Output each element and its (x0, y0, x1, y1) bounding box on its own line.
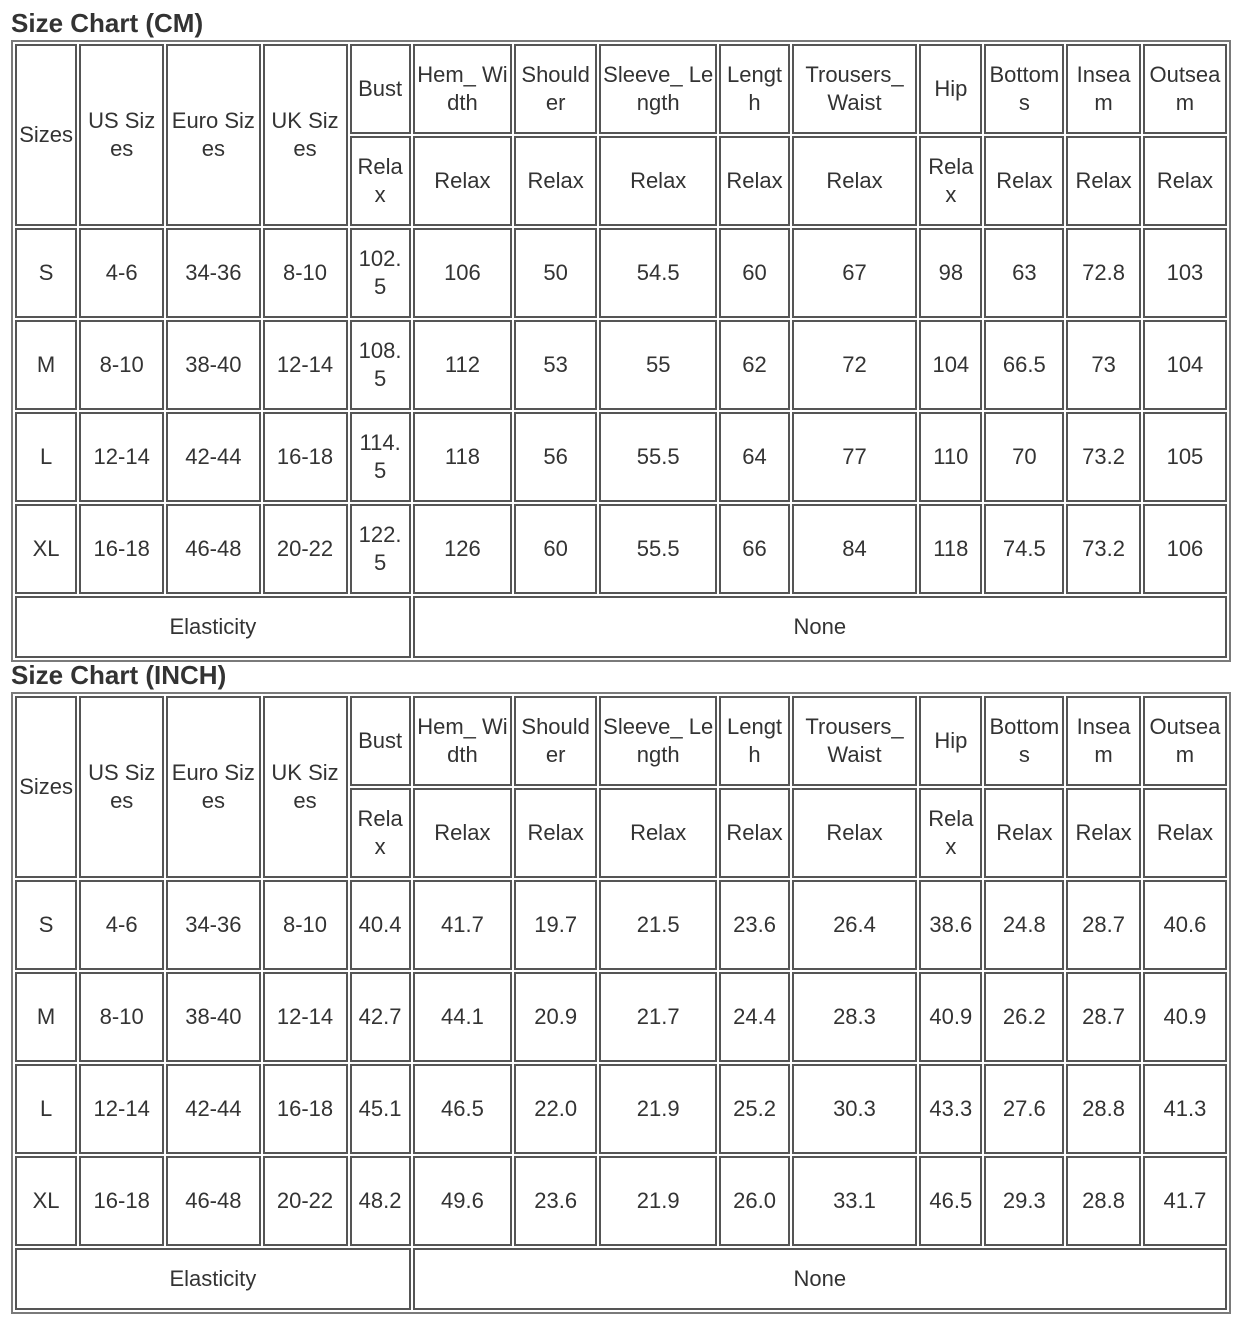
size-cell: S (15, 228, 77, 318)
size-chart-cm-title: Size Chart (CM) (11, 8, 204, 38)
length-cell: 23.6 (719, 880, 789, 970)
header-euro-sizes: Euro Sizes (166, 696, 260, 878)
trousers-waist-cell: 30.3 (792, 1064, 917, 1154)
fit-bottoms: Relax (984, 136, 1064, 226)
header-row (15, 44, 1227, 134)
uk-size-cell: 20-22 (263, 1156, 348, 1246)
euro-size-cell: 46-48 (166, 504, 260, 594)
fit-inseam: Relax (1066, 136, 1141, 226)
inseam-cell: 28.8 (1066, 1064, 1141, 1154)
elasticity-value: None (413, 1248, 1227, 1310)
table-row (15, 412, 1227, 502)
header-hem-width: Hem_ Width (413, 696, 513, 786)
outseam-cell: 40.9 (1143, 972, 1227, 1062)
table-row (15, 1064, 1227, 1154)
us-size-cell: 12-14 (79, 1064, 164, 1154)
bust-cell: 108.5 (350, 320, 411, 410)
bottoms-cell: 24.8 (984, 880, 1064, 970)
fit-hip: Relax (919, 788, 982, 878)
euro-size-cell: 34-36 (166, 880, 260, 970)
us-size-cell: 4-6 (79, 880, 164, 970)
bust-cell: 45.1 (350, 1064, 411, 1154)
length-cell: 26.0 (719, 1156, 789, 1246)
table-row (15, 320, 1227, 410)
size-cell: L (15, 412, 77, 502)
hip-cell: 40.9 (919, 972, 982, 1062)
header-bust: Bust (350, 696, 411, 786)
hem-width-cell: 112 (413, 320, 513, 410)
fit-sleeve-length: Relax (599, 788, 717, 878)
shoulder-cell: 20.9 (514, 972, 597, 1062)
hip-cell: 98 (919, 228, 982, 318)
size-cell: S (15, 880, 77, 970)
fit-length: Relax (719, 788, 789, 878)
uk-size-cell: 8-10 (263, 228, 348, 318)
header-trousers-waist: Trousers_Waist (792, 696, 917, 786)
trousers-waist-cell: 33.1 (792, 1156, 917, 1246)
hem-width-cell: 106 (413, 228, 513, 318)
euro-size-cell: 42-44 (166, 1064, 260, 1154)
size-cell: XL (15, 1156, 77, 1246)
sleeve-length-cell: 55 (599, 320, 717, 410)
bust-cell: 122.5 (350, 504, 411, 594)
hem-width-cell: 126 (413, 504, 513, 594)
trousers-waist-cell: 26.4 (792, 880, 917, 970)
inseam-cell: 28.7 (1066, 972, 1141, 1062)
length-cell: 66 (719, 504, 789, 594)
inseam-cell: 28.8 (1066, 1156, 1141, 1246)
fit-shoulder: Relax (514, 788, 597, 878)
bottoms-cell: 70 (984, 412, 1064, 502)
header-shoulder: Shoulder (514, 44, 597, 134)
bust-cell: 40.4 (350, 880, 411, 970)
table-row (15, 228, 1227, 318)
header-sleeve-length: Sleeve_ Length (599, 696, 717, 786)
size-cell: L (15, 1064, 77, 1154)
hem-width-cell: 41.7 (413, 880, 513, 970)
header-bust: Bust (350, 44, 411, 134)
trousers-waist-cell: 77 (792, 412, 917, 502)
fit-trousers-waist: Relax (792, 788, 917, 878)
table-row (15, 972, 1227, 1062)
uk-size-cell: 12-14 (263, 320, 348, 410)
hem-width-cell: 118 (413, 412, 513, 502)
elasticity-label: Elasticity (15, 1248, 411, 1310)
inseam-cell: 73.2 (1066, 412, 1141, 502)
fit-inseam: Relax (1066, 788, 1141, 878)
fit-hip: Relax (919, 136, 982, 226)
shoulder-cell: 53 (514, 320, 597, 410)
outseam-cell: 104 (1143, 320, 1227, 410)
header-inseam: Inseam (1066, 44, 1141, 134)
fit-hem-width: Relax (413, 788, 513, 878)
outseam-cell: 106 (1143, 504, 1227, 594)
elasticity-row (15, 1248, 1227, 1310)
us-size-cell: 16-18 (79, 504, 164, 594)
header-inseam: Inseam (1066, 696, 1141, 786)
fit-trousers-waist: Relax (792, 136, 917, 226)
hip-cell: 118 (919, 504, 982, 594)
us-size-cell: 8-10 (79, 972, 164, 1062)
fit-bust: Relax (350, 136, 411, 226)
length-cell: 62 (719, 320, 789, 410)
bust-cell: 114.5 (350, 412, 411, 502)
fit-sleeve-length: Relax (599, 136, 717, 226)
header-euro-sizes: Euro Sizes (166, 44, 260, 226)
euro-size-cell: 34-36 (166, 228, 260, 318)
header-us-sizes: US Sizes (79, 696, 164, 878)
fit-length: Relax (719, 136, 789, 226)
header-bottoms: Bottoms (984, 44, 1064, 134)
shoulder-cell: 56 (514, 412, 597, 502)
inseam-cell: 72.8 (1066, 228, 1141, 318)
size-chart-inch-table (11, 692, 1231, 1314)
inseam-cell: 73 (1066, 320, 1141, 410)
sleeve-length-cell: 21.7 (599, 972, 717, 1062)
header-outseam: Outseam (1143, 696, 1227, 786)
length-cell: 24.4 (719, 972, 789, 1062)
fit-outseam: Relax (1143, 136, 1227, 226)
outseam-cell: 41.7 (1143, 1156, 1227, 1246)
hip-cell: 110 (919, 412, 982, 502)
table-row (15, 504, 1227, 594)
header-row (15, 696, 1227, 786)
sleeve-length-cell: 21.9 (599, 1156, 717, 1246)
us-size-cell: 12-14 (79, 412, 164, 502)
shoulder-cell: 23.6 (514, 1156, 597, 1246)
shoulder-cell: 60 (514, 504, 597, 594)
fit-bust: Relax (350, 788, 411, 878)
hem-width-cell: 49.6 (413, 1156, 513, 1246)
us-size-cell: 16-18 (79, 1156, 164, 1246)
sleeve-length-cell: 21.5 (599, 880, 717, 970)
outseam-cell: 105 (1143, 412, 1227, 502)
euro-size-cell: 42-44 (166, 412, 260, 502)
fit-outseam: Relax (1143, 788, 1227, 878)
fit-hem-width: Relax (413, 136, 513, 226)
elasticity-value: None (413, 596, 1227, 658)
bottoms-cell: 63 (984, 228, 1064, 318)
trousers-waist-cell: 28.3 (792, 972, 917, 1062)
header-length: Length (719, 44, 789, 134)
hem-width-cell: 46.5 (413, 1064, 513, 1154)
size-cell: M (15, 320, 77, 410)
outseam-cell: 41.3 (1143, 1064, 1227, 1154)
header-shoulder: Shoulder (514, 696, 597, 786)
uk-size-cell: 8-10 (263, 880, 348, 970)
inseam-cell: 28.7 (1066, 880, 1141, 970)
uk-size-cell: 16-18 (263, 412, 348, 502)
bottoms-cell: 74.5 (984, 504, 1064, 594)
bust-cell: 42.7 (350, 972, 411, 1062)
outseam-cell: 103 (1143, 228, 1227, 318)
bottoms-cell: 26.2 (984, 972, 1064, 1062)
hip-cell: 46.5 (919, 1156, 982, 1246)
fit-shoulder: Relax (514, 136, 597, 226)
bust-cell: 102.5 (350, 228, 411, 318)
header-hem-width: Hem_ Width (413, 44, 513, 134)
hem-width-cell: 44.1 (413, 972, 513, 1062)
uk-size-cell: 20-22 (263, 504, 348, 594)
header-bottoms: Bottoms (984, 696, 1064, 786)
trousers-waist-cell: 84 (792, 504, 917, 594)
uk-size-cell: 12-14 (263, 972, 348, 1062)
us-size-cell: 8-10 (79, 320, 164, 410)
size-cell: M (15, 972, 77, 1062)
header-us-sizes: US Sizes (79, 44, 164, 226)
euro-size-cell: 46-48 (166, 1156, 260, 1246)
trousers-waist-cell: 67 (792, 228, 917, 318)
table-row (15, 1156, 1227, 1246)
header-uk-sizes: UK Sizes (263, 44, 348, 226)
outseam-cell: 40.6 (1143, 880, 1227, 970)
fit-bottoms: Relax (984, 788, 1064, 878)
table-row (15, 880, 1227, 970)
header-hip: Hip (919, 44, 982, 134)
sleeve-length-cell: 21.9 (599, 1064, 717, 1154)
header-uk-sizes: UK Sizes (263, 696, 348, 878)
size-cell: XL (15, 504, 77, 594)
header-sizes: Sizes (15, 44, 77, 226)
header-sleeve-length: Sleeve_ Length (599, 44, 717, 134)
trousers-waist-cell: 72 (792, 320, 917, 410)
size-chart-cm-table (11, 40, 1231, 662)
header-hip: Hip (919, 696, 982, 786)
hip-cell: 38.6 (919, 880, 982, 970)
header-length: Length (719, 696, 789, 786)
elasticity-label: Elasticity (15, 596, 411, 658)
uk-size-cell: 16-18 (263, 1064, 348, 1154)
shoulder-cell: 22.0 (514, 1064, 597, 1154)
euro-size-cell: 38-40 (166, 972, 260, 1062)
sleeve-length-cell: 55.5 (599, 412, 717, 502)
shoulder-cell: 19.7 (514, 880, 597, 970)
bust-cell: 48.2 (350, 1156, 411, 1246)
sleeve-length-cell: 55.5 (599, 504, 717, 594)
length-cell: 64 (719, 412, 789, 502)
length-cell: 60 (719, 228, 789, 318)
shoulder-cell: 50 (514, 228, 597, 318)
header-sizes: Sizes (15, 696, 77, 878)
size-chart-inch-title: Size Chart (INCH) (11, 660, 227, 690)
inseam-cell: 73.2 (1066, 504, 1141, 594)
bottoms-cell: 27.6 (984, 1064, 1064, 1154)
bottoms-cell: 66.5 (984, 320, 1064, 410)
us-size-cell: 4-6 (79, 228, 164, 318)
bottoms-cell: 29.3 (984, 1156, 1064, 1246)
sleeve-length-cell: 54.5 (599, 228, 717, 318)
header-trousers-waist: Trousers_Waist (792, 44, 917, 134)
length-cell: 25.2 (719, 1064, 789, 1154)
euro-size-cell: 38-40 (166, 320, 260, 410)
hip-cell: 43.3 (919, 1064, 982, 1154)
header-outseam: Outseam (1143, 44, 1227, 134)
elasticity-row (15, 596, 1227, 658)
hip-cell: 104 (919, 320, 982, 410)
